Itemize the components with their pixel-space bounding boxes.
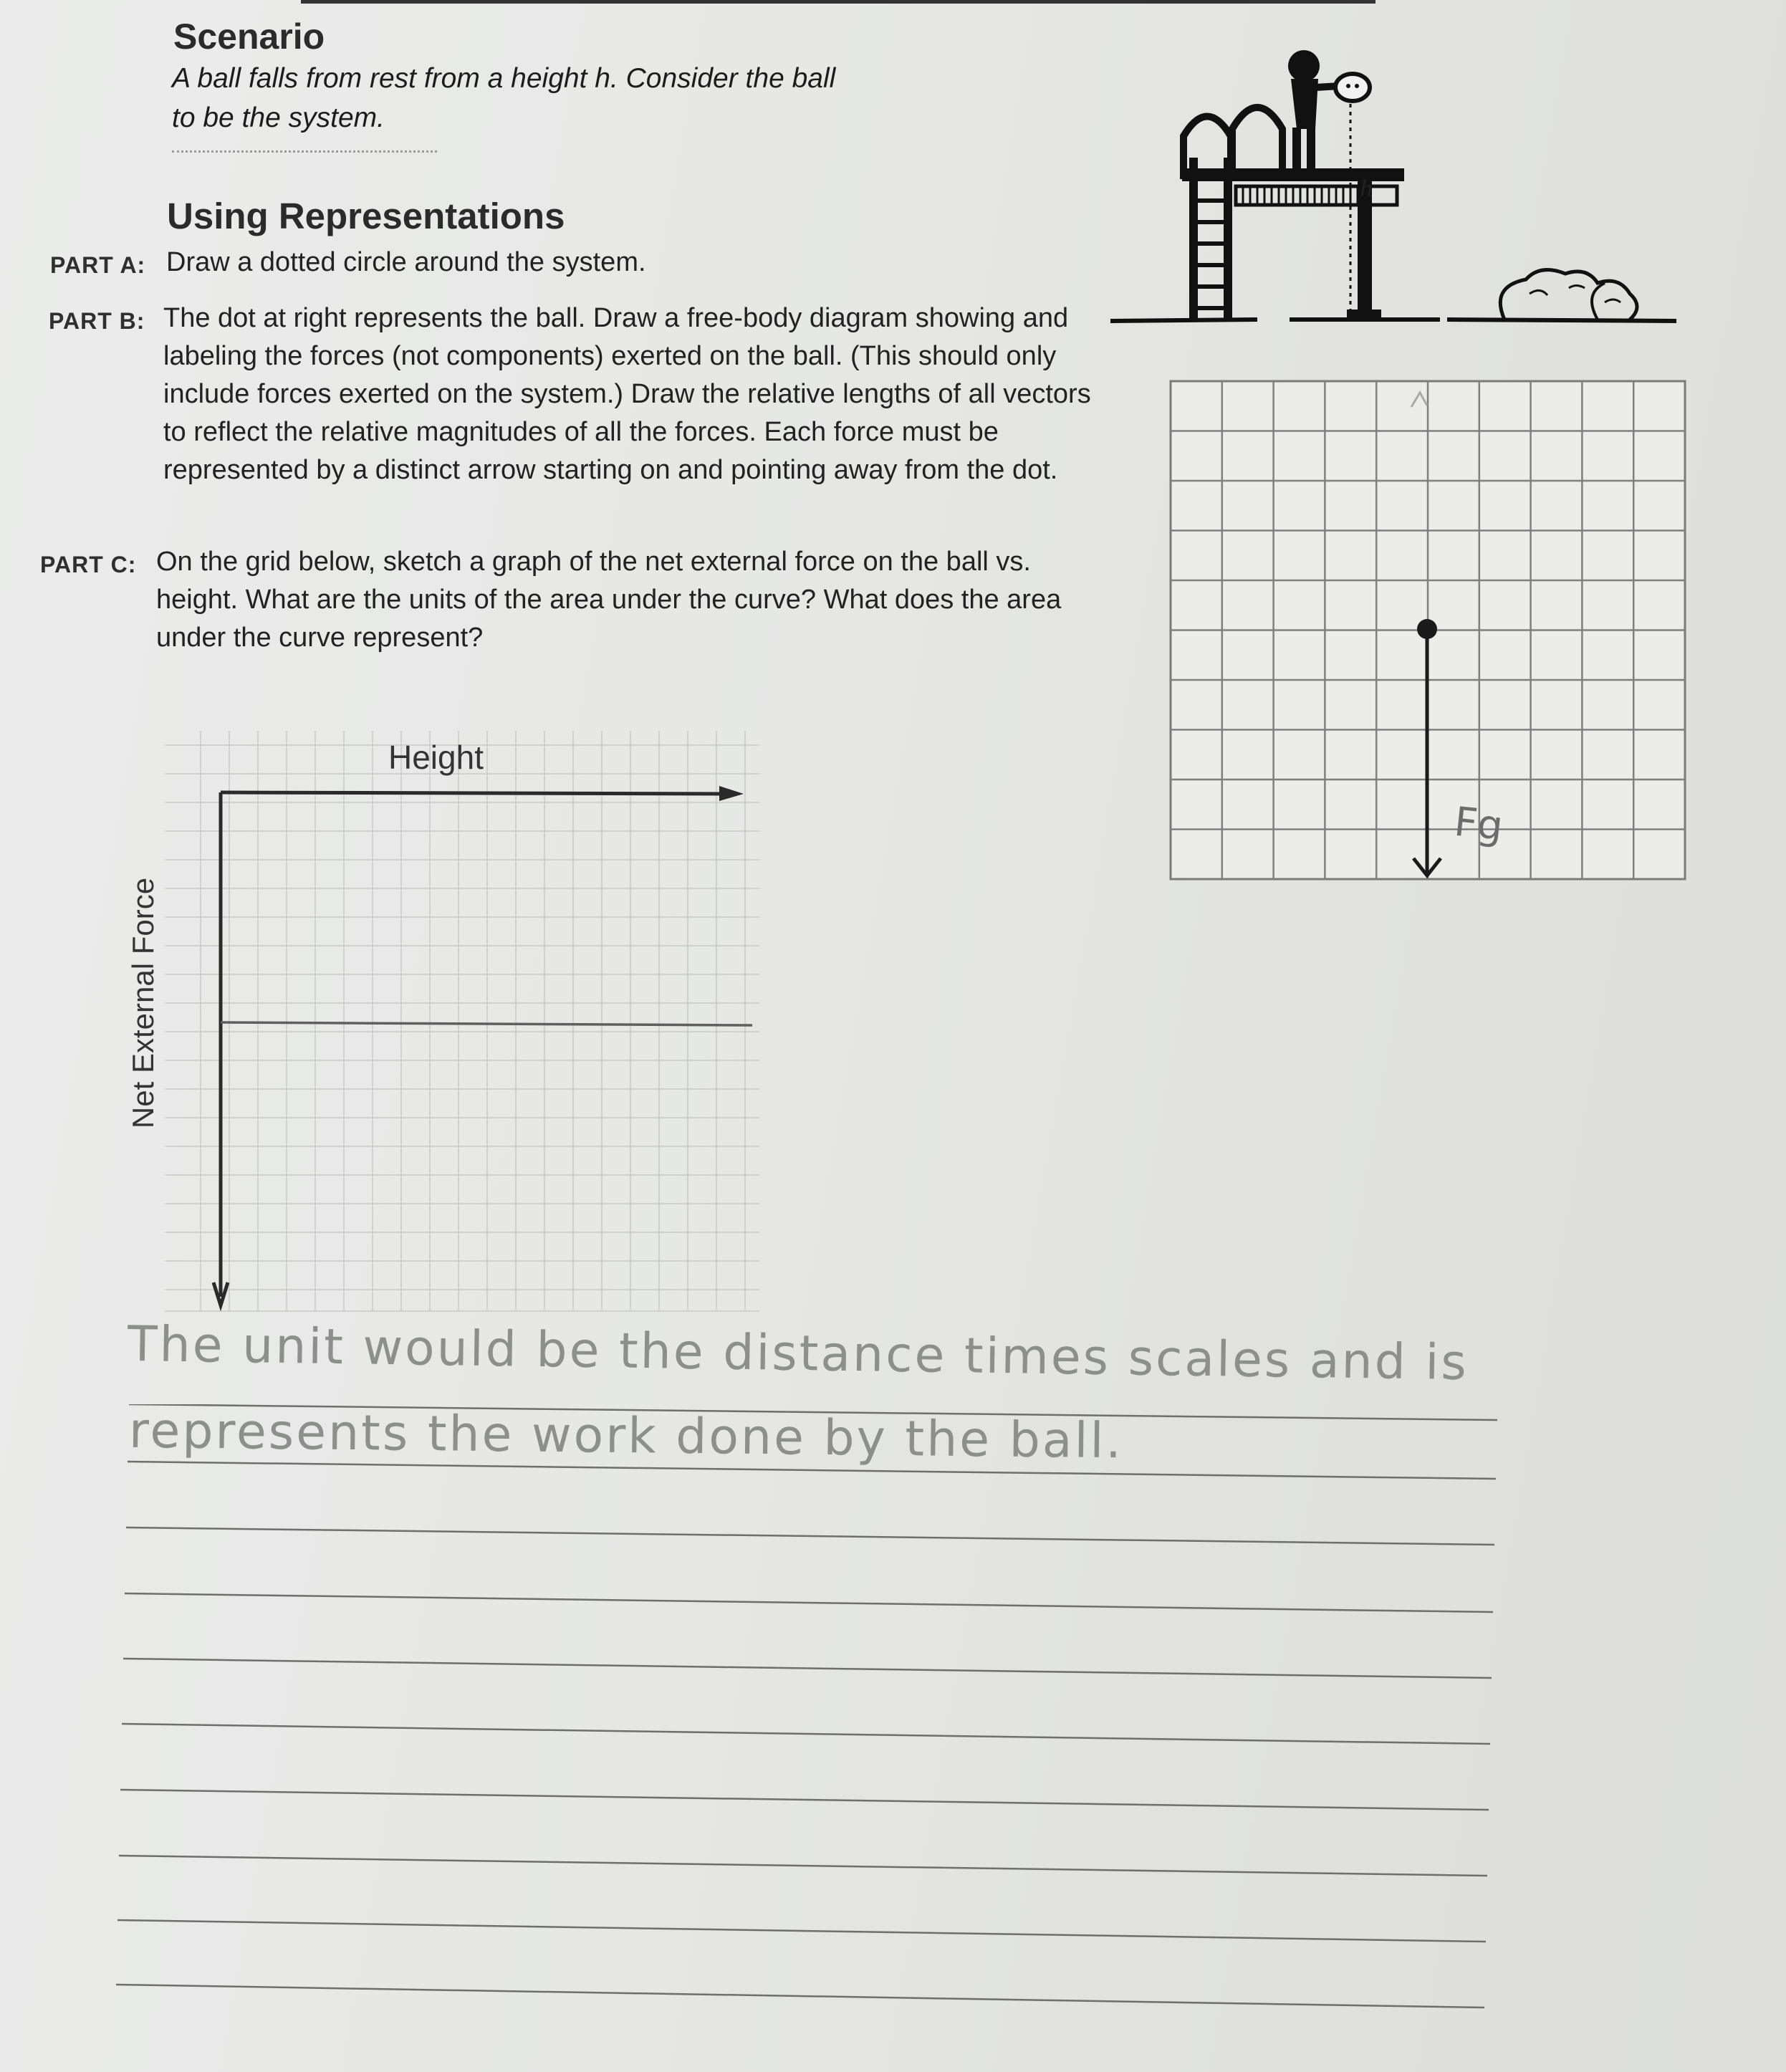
x-axis-label: Height [388,739,484,776]
part-a-label: PART A: [50,252,146,278]
x-axis-arrowhead [719,786,744,801]
part-c-text: On the grid below, sketch a graph of the net external force on the ball vs. height. What are the units of the area under the curve? What does the area under the curve represent? [156,547,1062,653]
net-force-curve [221,1022,752,1025]
handwritten-answer-line-1: The unit would be the distance times scales and is [127,1315,1469,1392]
answer-lines [107,1404,1504,2035]
dotted-divider [172,150,437,153]
section-heading: Using Representations [167,196,565,236]
y-axis-label: Net External Force [126,877,160,1129]
scenario-heading: Scenario [173,16,325,57]
x-axis-line [221,792,738,794]
fbd-grid [1168,380,1691,881]
top-border [301,0,1375,4]
force-height-graph [158,716,774,1325]
part-b-label: PART B: [49,308,145,334]
graph-fine-grid [165,731,759,1311]
height-marker: h [1360,177,1374,202]
part-a-text: Draw a dotted circle around the system. [166,247,646,277]
scenario-text: A ball falls from rest from a height h. Consider the ball to be the system. [172,63,836,133]
handwritten-answer-line-2: represents the work done by the ball. [128,1402,1124,1470]
part-b-text: The dot at right represents the ball. Draw a free-body diagram showing and labeling the forces (not components) exerted on the ball. (This should only include forces exerted on the system.) Draw the relative lengths of all vectors to reflect the relative magnitudes of all the forces. Each force must be represented by a distinct arrow starting on and pointing away from the dot. [163,303,1091,485]
gravity-force-label: Fg [1451,798,1505,850]
scenario-illustration [1103,36,1691,337]
part-c-label: PART C: [40,552,137,577]
